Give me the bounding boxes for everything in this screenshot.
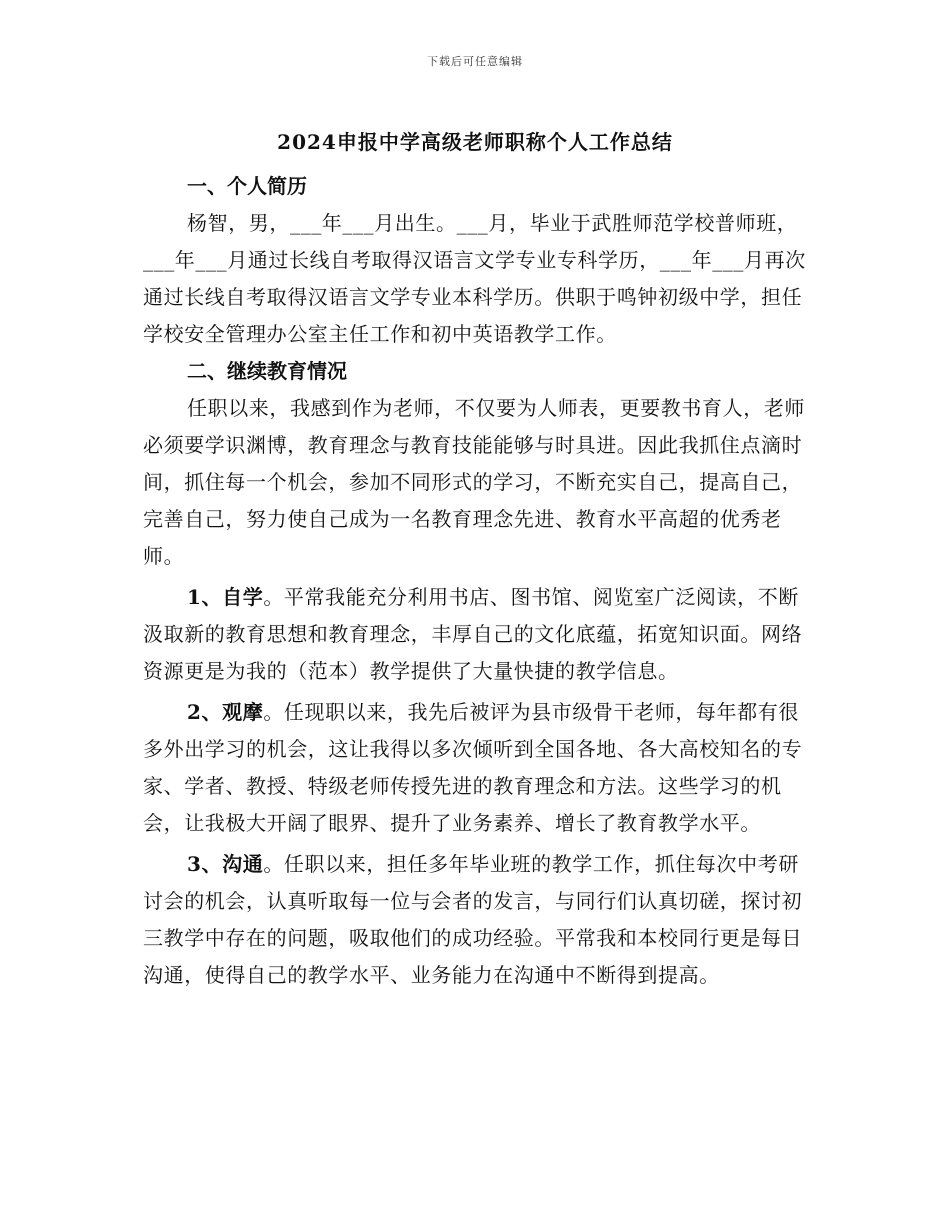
item-observation-lead: 2、观摩: [187, 700, 264, 724]
item-communication-text: 。任职以来，担任多年毕业班的教学工作，抓住每次中考研讨会的机会，认真听取每一位与会者的发言，与同行们认真切磋，探讨初三教学中存在的问题，吸取他们的成功经验。平常我和本校同行更是每日沟通，使得自己的教学水平、业务能力在沟通中不断得到提高。: [143, 852, 803, 987]
section-heading-resume: 一、个人简历: [187, 174, 307, 198]
section-heading-continuing-education: 二、继续教育情况: [187, 359, 347, 383]
item-self-study: [143, 579, 811, 690]
document-body: [143, 168, 811, 994]
item-communication-lead: 3、沟通: [187, 852, 264, 876]
continuing-education-intro: 任职以来，我感到作为老师，不仅要为人师表，更要教书育人，老师必须要学识渊博，教育理念与教育技能能够与时具进。因此我抓住点滴时间，抓住每一个机会，参加不同形式的学习，不断充实自己，提高自己，完善自己，努力使自己成为一名教育理念先进、教育水平高超的优秀老师。: [143, 396, 805, 568]
item-self-study-lead: 1、自学: [187, 585, 264, 609]
item-self-study-text: 。平常我能充分利用书店、图书馆、阅览室广泛阅读，不断汲取新的教育思想和教育理念，丰厚自己的文化底蕴，拓宽知识面。网络资源更是为我的（范本）教学提供了大量快捷的教学信息。: [143, 585, 803, 683]
document-title: 2024申报中学高级老师职称个人工作总结: [277, 130, 673, 154]
item-communication: [143, 846, 811, 994]
page-header-note: 下载后可任意编辑: [427, 55, 523, 68]
item-observation: [143, 694, 811, 842]
resume-paragraph: 杨智，男，___年___月出生。___月，毕业于武胜师范学校普师班，___年___月通过长线自考取得汉语言文学专业专科学历，___年___月再次通过长线自考取得汉语言文学专业本科学历。供职于鸣钟初级中学，担任学校安全管理办公室主任工作和初中英语教学工作。: [143, 211, 806, 346]
item-observation-text: 。任现职以来，我先后被评为县市级骨干老师，每年都有很多外出学习的机会，这让我得以多次倾听到全国各地、各大高校知名的专家、学者、教授、特级老师传授先进的教育理念和方法。这些学习的机会，让我极大开阔了眼界、提升了业务素养、增长了教育教学水平。: [143, 700, 803, 835]
